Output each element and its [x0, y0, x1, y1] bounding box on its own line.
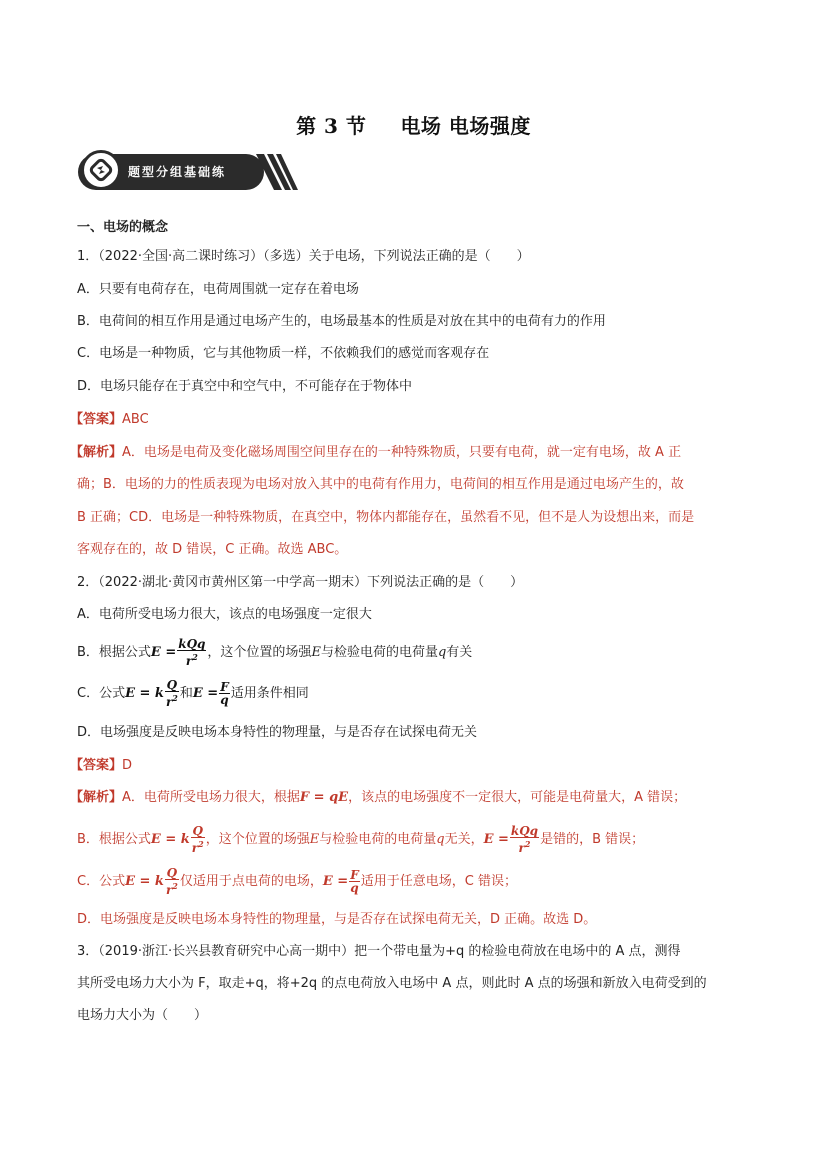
- text: 仅适用于点电荷的电场，: [179, 874, 323, 889]
- text: B．根据公式: [77, 645, 151, 660]
- text: A．电荷所受电场力很大，根据: [122, 790, 300, 805]
- symbol-e: E: [309, 832, 320, 847]
- answer-value: D: [122, 758, 133, 773]
- formula-lhs: E =: [483, 832, 509, 847]
- fraction-denominator: q: [220, 693, 229, 707]
- text: C．公式: [77, 874, 126, 889]
- fraction-numerator: F: [350, 868, 359, 882]
- formula-e-fq: [322, 868, 361, 895]
- question-3-line-3: 电场力大小为（ ）: [77, 1008, 208, 1023]
- formula-e-kqq: [483, 824, 541, 855]
- formula-f-qe: F = qE: [299, 790, 349, 805]
- text: 与检验电荷的电荷量: [319, 832, 437, 847]
- text: C．公式: [77, 686, 126, 701]
- q2-analysis-line-4: D．电场强度是反映电场本身特性的物理量，与是否存在试探电荷无关，D 正确。故选 D。: [77, 912, 597, 927]
- formula-e-kq: [150, 824, 206, 855]
- text: 适用于任意电场，C 错误；: [360, 874, 517, 889]
- q2-option-c: [77, 679, 309, 708]
- q2-option-b: [77, 638, 472, 667]
- formula-lhs: E =: [150, 645, 177, 660]
- answer-tag: 【答案】: [70, 758, 123, 773]
- fraction-numerator: kQq: [178, 637, 206, 651]
- text: ，这个位置的场强: [205, 832, 310, 847]
- text: 是错的，B 错误；: [540, 832, 645, 847]
- section-heading: 一、电场的概念: [77, 220, 169, 235]
- text: ，该点的电场强度不一定很大，可能是电荷量大，A 错误；: [348, 790, 687, 805]
- symbol-q: q: [436, 832, 445, 847]
- exponent: 2: [172, 881, 178, 891]
- q1-option-d: D．电场只能存在于真空中和空气中，不可能存在于物体中: [77, 379, 413, 394]
- fraction-numerator: Q: [192, 824, 203, 838]
- q1-analysis-line-1: [70, 444, 681, 462]
- text: 与检验电荷的电荷量: [320, 645, 438, 660]
- q1-analysis-line-4: 客观存在的，故 D 错误，C 正确。故选 ABC。: [77, 542, 348, 557]
- fraction-numerator: Q: [166, 866, 178, 880]
- q1-analysis-line-2: 确；B．电场的力的性质表现为电场对放入其中的电荷有作用力，电荷间的相互作用是通过电场产生的，故: [77, 477, 684, 492]
- analysis-text: A．电场是电荷及变化磁场周围空间里存在的一种特殊物质，只要有电荷，就一定有电场，故 A 正: [122, 445, 682, 460]
- q1-option-c: C．电场是一种物质，它与其他物质一样，不依赖我们的感觉而客观存在: [77, 346, 490, 361]
- q2-answer: [70, 757, 132, 775]
- formula-e-kq: [125, 678, 180, 709]
- text: ，这个位置的场强: [207, 645, 312, 660]
- exponent: 2: [524, 839, 531, 849]
- logo-badge-icon: [81, 150, 121, 190]
- q1-option-a: A．只要有电荷存在，电荷周围就一定存在着电场: [77, 282, 359, 297]
- formula-lhs: E =: [192, 686, 219, 701]
- text: B．根据公式: [77, 832, 151, 847]
- formula-e-kq: [125, 866, 180, 897]
- q2-option-d: D．电场强度是反映电场本身特性的物理量，与是否存在试探电荷无关: [77, 725, 478, 740]
- text: 无关，: [444, 832, 484, 847]
- q1-option-b: B．电荷间的相互作用是通过电场产生的，电场最基本的性质是对放在其中的电荷有力的作用: [77, 314, 606, 329]
- formula-lhs: E = k: [150, 832, 190, 847]
- fraction-denominator: r: [165, 695, 173, 709]
- fraction-numerator: Q: [166, 678, 178, 692]
- exponent: 2: [192, 652, 198, 662]
- symbol-e: E: [311, 645, 321, 660]
- answer-value: ABC: [122, 412, 149, 427]
- fraction-numerator: F: [220, 680, 229, 694]
- formula-e-fq: [192, 680, 231, 707]
- text: 有关: [446, 645, 473, 660]
- q2-analysis-line-3: [77, 867, 517, 896]
- q2-analysis-line-1: [70, 789, 686, 807]
- fraction-denominator: r: [185, 654, 193, 668]
- question-3-line-1: 3．（2019·浙江·长兴县教育研究中心高一期中）把一个带电量为+q 的检验电荷放在电场中的 A 点，测得: [77, 944, 681, 959]
- formula-lhs: E =: [322, 874, 349, 889]
- formula-lhs: E = k: [125, 686, 164, 701]
- question-2-stem: 2．（2022·湖北·黄冈市黄州区第一中学高一期末）下列说法正确的是（ ）: [77, 575, 524, 590]
- banner-label: 题型分组基础练: [128, 165, 227, 179]
- text: 适用条件相同: [230, 686, 309, 701]
- section-title: 电场 电场强度: [400, 114, 531, 138]
- page-title: [0, 110, 827, 139]
- exponent: 2: [172, 693, 178, 703]
- fraction-denominator: r: [165, 883, 173, 897]
- q1-analysis-line-3: B 正确；CD．电场是一种特殊物质，在真空中，物体内都能存在，虽然看不见，但不是人为设想出来，而是: [77, 510, 695, 525]
- fraction-numerator: kQq: [510, 824, 539, 838]
- question-3-line-2: 其所受电场力大小为 F，取走+q，将+2q 的点电荷放入电场中 A 点，则此时 A 点的场强和新放入电荷受到的: [77, 976, 707, 991]
- fraction-denominator: r: [191, 841, 199, 855]
- exponent: 2: [198, 839, 204, 849]
- fraction-denominator: r: [518, 841, 525, 855]
- q1-answer: [70, 411, 149, 429]
- answer-tag: 【答案】: [70, 412, 123, 427]
- section-number: 第 3 节: [296, 114, 367, 138]
- analysis-tag: 【解析】: [70, 790, 123, 805]
- analysis-tag: 【解析】: [70, 445, 123, 460]
- question-1-stem: 1．（2022·全国·高二课时练习）（多选）关于电场，下列说法正确的是（ ）: [77, 249, 530, 264]
- fraction-denominator: q: [350, 881, 359, 895]
- text: 和: [179, 686, 193, 701]
- formula-e-kqq: [150, 637, 208, 668]
- topic-banner: [78, 150, 298, 194]
- q2-option-a: A．电荷所受电场力很大，该点的电场强度一定很大: [77, 607, 372, 622]
- stripes-icon: [256, 154, 298, 190]
- symbol-q: q: [437, 645, 447, 660]
- q2-analysis-line-2: [77, 825, 644, 854]
- formula-lhs: E = k: [125, 874, 164, 889]
